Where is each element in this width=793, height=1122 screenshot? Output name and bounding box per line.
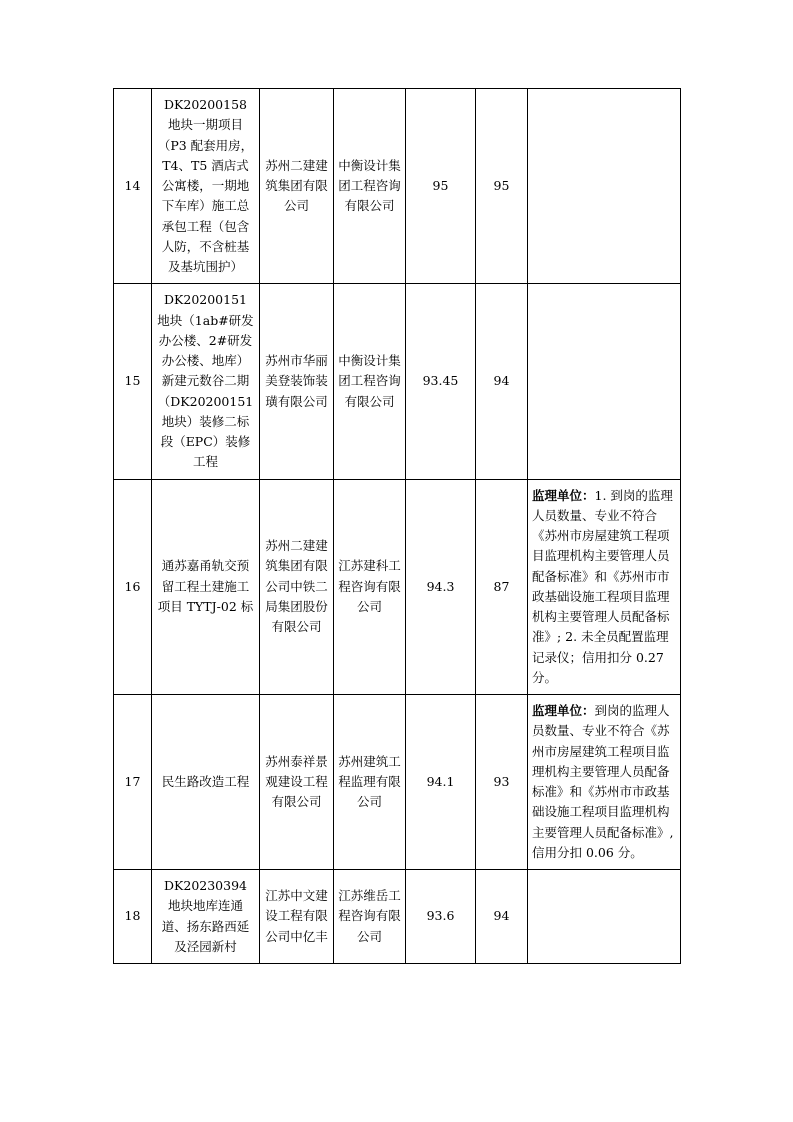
- row-supervision-unit: 江苏建科工程咨询有限公司: [334, 479, 406, 695]
- row-note: [528, 695, 681, 870]
- row-score-secondary: 93: [476, 695, 528, 870]
- row-note-text: 到岗的监理人员数量、专业不符合《苏州市房屋建筑工程项目监理机构主要管理人员配备标准》和《苏州市市政基础设施工程项目监理机构主要管理人员配备标准》,信用分扣 0.06 分。: [532, 703, 674, 860]
- table-row: [114, 89, 681, 284]
- row-construction-unit: 江苏中文建设工程有限公司中亿丰: [260, 870, 334, 964]
- table-row: [114, 284, 681, 479]
- row-project-name: 民生路改造工程: [152, 695, 260, 870]
- row-score-secondary: 94: [476, 284, 528, 479]
- row-score-primary: 93.45: [406, 284, 476, 479]
- row-index: 14: [114, 89, 152, 284]
- row-note: [528, 89, 681, 284]
- table-row: [114, 695, 681, 870]
- row-construction-unit: 苏州二建建筑集团有限公司中铁二局集团股份有限公司: [260, 479, 334, 695]
- table-row: [114, 870, 681, 964]
- row-supervision-unit: 中衡设计集团工程咨询有限公司: [334, 284, 406, 479]
- row-supervision-unit: 江苏维岳工程咨询有限公司: [334, 870, 406, 964]
- row-index: 18: [114, 870, 152, 964]
- row-supervision-unit: 中衡设计集团工程咨询有限公司: [334, 89, 406, 284]
- row-index: 17: [114, 695, 152, 870]
- row-note-text: 1. 到岗的监理人员数量、专业不符合《苏州市房屋建筑工程项目监理机构主要管理人员配备标准》和《苏州市市政基础设施工程项目监理机构主要管理人员配备标准》; 2. 未全员配置监理记录仪；信用扣分 0.27 分。: [532, 487, 673, 685]
- row-project-name: DK20230394 地块地库连通道、扬东路西延及泾园新村: [152, 870, 260, 964]
- row-note: [528, 479, 681, 695]
- row-construction-unit: 苏州二建建筑集团有限公司: [260, 89, 334, 284]
- evaluation-table: [113, 88, 681, 964]
- row-score-primary: 94.3: [406, 479, 476, 695]
- row-note: [528, 870, 681, 964]
- row-note-label: 监理单位：: [532, 703, 595, 718]
- row-index: 16: [114, 479, 152, 695]
- row-score-secondary: 94: [476, 870, 528, 964]
- row-score-primary: 93.6: [406, 870, 476, 964]
- row-project-name: DK20200151 地块（1ab#研发办公楼、2#研发办公楼、地库）新建元数谷二期（DK20200151 地块）装修二标段（EPC）装修工程: [152, 284, 260, 479]
- table-row: [114, 479, 681, 695]
- row-note-label: 监理单位：: [532, 487, 595, 503]
- row-project-name: DK20200158 地块一期项目（P3 配套用房，T4、T5 酒店式公寓楼，一期地下车库）施工总承包工程（包含人防，不含桩基及基坑围护）: [152, 89, 260, 284]
- row-construction-unit: 苏州泰祥景观建设工程有限公司: [260, 695, 334, 870]
- row-score-secondary: 87: [476, 479, 528, 695]
- row-note: [528, 284, 681, 479]
- row-supervision-unit: 苏州建筑工程监理有限公司: [334, 695, 406, 870]
- row-score-primary: 94.1: [406, 695, 476, 870]
- row-project-name: 通苏嘉甬轨交预留工程土建施工项目 TYTJ-02 标: [152, 479, 260, 695]
- row-score-primary: 95: [406, 89, 476, 284]
- row-index: 15: [114, 284, 152, 479]
- row-construction-unit: 苏州市华丽美登装饰装璜有限公司: [260, 284, 334, 479]
- row-score-secondary: 95: [476, 89, 528, 284]
